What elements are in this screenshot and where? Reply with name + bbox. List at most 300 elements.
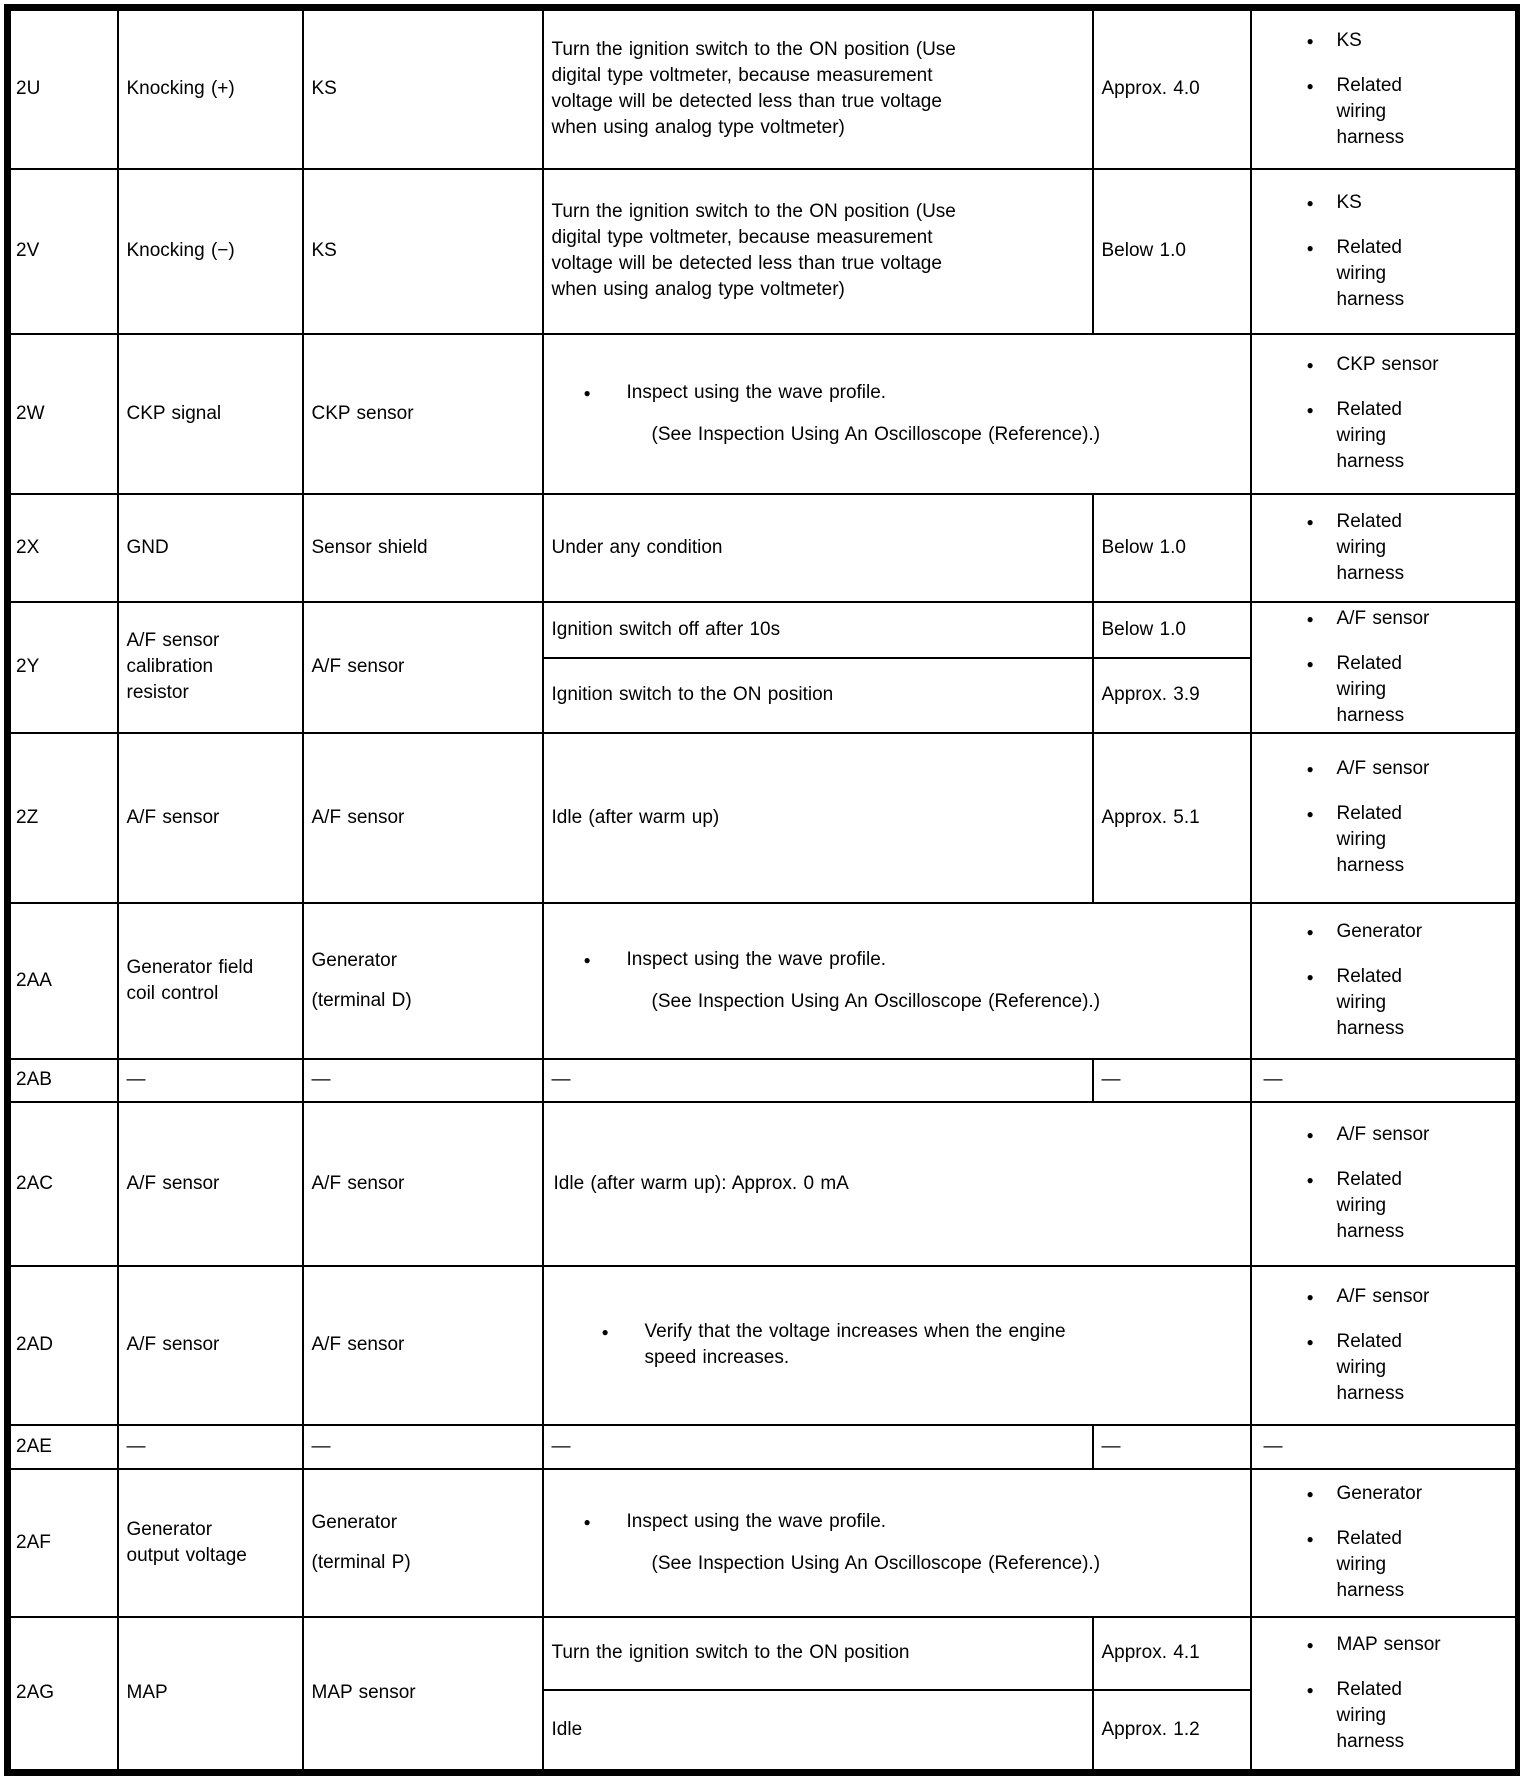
inspection-line: A/F sensor (1336, 1285, 1430, 1307)
signal-line: Generator field (126, 956, 254, 978)
table-row-2AE (8, 1425, 1519, 1469)
terminal-cell (8, 1059, 118, 1102)
signal-line: — (126, 1435, 146, 1457)
inspection-line: harness (1336, 562, 1405, 584)
bullet-icon: ● (1306, 1289, 1314, 1304)
condition-cell (543, 8, 1093, 169)
inspection-item (1307, 509, 1516, 587)
table-row-2AF (8, 1469, 1519, 1617)
connected-line: (terminal P) (311, 1551, 411, 1573)
voltage-value: Approx. 4.1 (1101, 1642, 1200, 1663)
signal-cell (118, 334, 303, 494)
signal-line: A/F sensor (126, 630, 220, 651)
terminal-cell (8, 8, 118, 169)
connected-line: KS (311, 240, 337, 261)
bullet-icon: ● (1306, 925, 1314, 939)
signal-cell (118, 1266, 303, 1425)
inspection-line: CKP sensor (1336, 354, 1439, 375)
inspection-item (1307, 1284, 1516, 1310)
inspection-line: — (1263, 1069, 1283, 1090)
inspection-line: — (1263, 1435, 1283, 1457)
wave-note-text: Inspect using the wave profile. (626, 1510, 887, 1532)
inspection-item (1307, 651, 1516, 729)
inspection-item (1307, 1632, 1516, 1658)
signal-cell (118, 8, 303, 169)
condition-text: Turn the ignition switch to the ON position (Use digital type voltmeter, because measurement voltage will be detected less than true voltage when using analog type voltmeter) (551, 39, 956, 139)
bullet-icon: ● (1306, 656, 1314, 671)
inspection-cell (1251, 1425, 1519, 1469)
inspection-cell (1251, 1617, 1519, 1773)
inspection-line: KS (1336, 191, 1362, 213)
condition-text: Under any condition (551, 536, 723, 558)
inspection-item-lines (1337, 1284, 1430, 1310)
connected-cell (303, 903, 543, 1059)
terminal-code: 2W (16, 402, 45, 424)
connected-cell (303, 8, 543, 169)
connected-cell (303, 1266, 543, 1425)
inspection-line: wiring (1336, 1195, 1387, 1216)
signal-cell (118, 602, 303, 733)
condition-cell (543, 658, 1093, 733)
inspection-list (1252, 352, 1516, 475)
voltage-cell (1093, 8, 1251, 169)
inspection-line: Related (1336, 74, 1402, 96)
terminal-cell (8, 334, 118, 494)
wave-note-line-1 (584, 1509, 1250, 1535)
inspection-cell (1251, 1059, 1519, 1102)
inspection-line: harness (1336, 704, 1405, 726)
inspection-line: Related (1336, 652, 1402, 674)
bullet-icon: ● (601, 1325, 609, 1339)
condition-text: — (551, 1069, 571, 1090)
bullet-icon: ● (1306, 195, 1314, 210)
connected-line: MAP sensor (311, 1682, 416, 1704)
condition-text: Idle (after warm up) (551, 806, 720, 828)
connected-cell (303, 169, 543, 334)
inspection-item-lines (1337, 606, 1430, 632)
inspection-item (1307, 28, 1516, 54)
inspection-line: Related (1336, 1678, 1402, 1700)
inspection-cell (1251, 8, 1519, 169)
voltage-cell (1093, 494, 1251, 602)
condition-cell (543, 1059, 1093, 1102)
inspection-item (1307, 1481, 1516, 1507)
signal-line: MAP (126, 1682, 168, 1704)
inspection-item-lines (1264, 1434, 1283, 1460)
inspection-line: MAP sensor (1336, 1633, 1441, 1655)
signal-cell (118, 903, 303, 1059)
inspection-item-lines (1337, 509, 1405, 587)
inspection-line: harness (1336, 855, 1405, 876)
inspection-line: wiring (1336, 100, 1387, 122)
terminal-cell (8, 903, 118, 1059)
voltage-value: Approx. 3.9 (1101, 684, 1200, 705)
condition-voltage-cell (543, 903, 1251, 1059)
inspection-line: A/F sensor (1336, 758, 1430, 779)
table-row-2X (8, 494, 1519, 602)
inspection-line: Related (1336, 510, 1402, 532)
connected-cell (303, 1617, 543, 1773)
inspection-line: harness (1336, 1382, 1405, 1404)
inspection-item-lines (1337, 190, 1362, 216)
terminal-code: 2AF (16, 1531, 51, 1553)
condition-text: Turn the ignition switch to the ON position (551, 1642, 910, 1663)
wave-note-reference: (See Inspection Using An Oscilloscope (Reference).) (651, 990, 1101, 1012)
voltage-cell (1093, 1059, 1251, 1102)
inspection-item-lines (1337, 801, 1405, 879)
terminal-code: 2Z (16, 806, 39, 828)
connected-line: Sensor shield (311, 536, 428, 558)
inspection-item-lines (1337, 397, 1405, 475)
inspection-cell (1251, 169, 1519, 334)
signal-cell (118, 1059, 303, 1102)
bullet-icon: ● (1306, 1173, 1314, 1187)
inspection-item-lines (1337, 651, 1405, 729)
inspection-line: wiring (1336, 829, 1387, 850)
table-row-2AG-sub1 (8, 1617, 1519, 1690)
signal-cell (118, 1425, 303, 1469)
voltage-value: — (1101, 1069, 1121, 1090)
connected-line: CKP sensor (311, 402, 414, 424)
signal-line: Knocking (−) (126, 240, 235, 261)
inspection-cell (1251, 1469, 1519, 1617)
condition-text: Ignition switch off after 10s (551, 618, 781, 640)
inspection-line: Related (1336, 803, 1402, 824)
connected-line: (terminal D) (311, 989, 412, 1011)
table-row-2AC (8, 1102, 1519, 1266)
table-body (8, 8, 1519, 1773)
inspection-item-lines (1337, 1481, 1423, 1507)
inspection-item (1307, 801, 1516, 879)
terminal-cell (8, 169, 118, 334)
inspection-line: Generator (1336, 921, 1423, 942)
inspection-item-lines (1337, 352, 1439, 378)
inspection-item (1307, 352, 1516, 378)
condition-cell (543, 733, 1093, 903)
inspection-line: harness (1336, 288, 1405, 310)
condition-voltage-cell (543, 1469, 1251, 1617)
voltage-value: Approx. 4.0 (1101, 78, 1200, 100)
inspection-item-lines (1337, 1167, 1405, 1245)
inspection-line: harness (1336, 1580, 1405, 1601)
inspection-line: wiring (1336, 536, 1387, 558)
connected-line: Generator (311, 1511, 398, 1533)
bullet-icon: ● (583, 952, 591, 967)
connected-cell (303, 1102, 543, 1266)
connected-line: Generator (311, 949, 398, 971)
voltage-value: Below 1.0 (1101, 240, 1186, 261)
table-row-2Z (8, 733, 1519, 903)
bullet-icon: ● (1306, 358, 1314, 372)
inspection-line: Related (1336, 399, 1402, 420)
voltage-cell (1093, 602, 1251, 658)
signal-line: calibration (126, 656, 214, 677)
signal-cell (118, 733, 303, 903)
bullet-icon: ● (1306, 78, 1314, 93)
inspection-list (1252, 509, 1516, 587)
table-row-2U (8, 8, 1519, 169)
wave-profile-note (544, 947, 1250, 1015)
connected-cell (303, 1059, 543, 1102)
bullet-icon: ● (1306, 403, 1314, 417)
inspection-line: wiring (1336, 1356, 1387, 1378)
inspection-item (1307, 919, 1516, 945)
signal-cell (118, 1102, 303, 1266)
connected-line: KS (311, 78, 337, 100)
bullet-icon: ● (1306, 1682, 1314, 1697)
signal-cell (118, 169, 303, 334)
signal-line: Knocking (+) (126, 78, 235, 100)
inspection-list (1252, 606, 1516, 729)
inspection-list (1252, 190, 1516, 313)
wave-note-reference: (See Inspection Using An Oscilloscope (Reference).) (651, 1552, 1101, 1574)
terminal-cell (8, 1617, 118, 1773)
inspection-line: harness (1336, 126, 1405, 148)
connected-cell (303, 334, 543, 494)
inspection-cell (1251, 903, 1519, 1059)
voltage-value: Approx. 5.1 (1101, 806, 1200, 828)
inspection-line: Related (1336, 1528, 1402, 1549)
condition-cell (543, 1690, 1093, 1773)
inspection-line: Related (1336, 966, 1402, 987)
bullet-icon: ● (1306, 1334, 1314, 1349)
signal-line: A/F sensor (126, 1334, 220, 1355)
voltage-cell (1093, 658, 1251, 733)
inspection-item (1307, 606, 1516, 632)
inspection-item (1307, 235, 1516, 313)
terminal-cell (8, 1425, 118, 1469)
connected-line: A/F sensor (311, 806, 405, 828)
signal-line: output voltage (126, 1544, 247, 1566)
signal-cell (118, 1469, 303, 1617)
bullet-icon: ● (1306, 1128, 1314, 1142)
inspection-item-lines (1337, 919, 1423, 945)
inspection-line: wiring (1336, 678, 1387, 700)
bullet-icon: ● (583, 385, 591, 400)
connected-line: A/F sensor (311, 1334, 405, 1355)
inspection-item (1307, 397, 1516, 475)
signal-cell (118, 494, 303, 602)
inspection-list (1252, 28, 1516, 151)
condition-text: Idle (after warm up): Approx. 0 mA (553, 1172, 849, 1194)
condition-text: Ignition switch to the ON position (551, 684, 834, 705)
inspection-cell (1251, 1102, 1519, 1266)
inspection-list (1252, 1067, 1516, 1093)
terminal-code: 2AD (16, 1334, 53, 1355)
verify-note (544, 1319, 1250, 1371)
inspection-item (1307, 964, 1516, 1042)
inspection-cell (1251, 1266, 1519, 1425)
signal-line: CKP signal (126, 402, 222, 424)
terminal-cell (8, 494, 118, 602)
inspection-item-lines (1337, 1632, 1441, 1658)
signal-line: — (126, 1069, 146, 1090)
voltage-value: Below 1.0 (1101, 618, 1186, 640)
bullet-icon: ● (1306, 240, 1314, 255)
condition-cell (543, 1617, 1093, 1690)
condition-voltage-cell (543, 1266, 1251, 1425)
connected-cell (303, 1469, 543, 1617)
condition-voltage-cell (543, 334, 1251, 494)
condition-cell (543, 602, 1093, 658)
signal-line: resistor (126, 682, 189, 703)
signal-line: coil control (126, 982, 219, 1004)
bullet-icon: ● (1306, 1487, 1314, 1501)
inspection-list (1252, 1632, 1516, 1755)
inspection-line: Generator (1336, 1483, 1423, 1504)
inspection-item (1264, 1434, 1516, 1460)
wave-note-reference: (See Inspection Using An Oscilloscope (Reference).) (651, 423, 1101, 445)
voltage-cell (1093, 1617, 1251, 1690)
condition-text: — (551, 1435, 571, 1457)
table-row-2AD (8, 1266, 1519, 1425)
inspection-cell (1251, 602, 1519, 733)
inspection-list (1252, 1122, 1516, 1245)
inspection-line: Related (1336, 1169, 1402, 1190)
inspection-line: wiring (1336, 1554, 1387, 1575)
bullet-icon: ● (1306, 33, 1314, 48)
signal-line: A/F sensor (126, 1172, 220, 1194)
inspection-item-lines (1337, 28, 1362, 54)
inspection-cell (1251, 334, 1519, 494)
verify-text: Verify that the voltage increases when the engine speed increases. (644, 1321, 1066, 1368)
inspection-item-lines (1337, 1122, 1430, 1148)
condition-cell (543, 1425, 1093, 1469)
inspection-list (1252, 919, 1516, 1042)
terminal-code: 2AG (16, 1682, 55, 1704)
wave-note-line-1 (584, 947, 1250, 973)
inspection-line: harness (1336, 1018, 1405, 1039)
terminal-cell (8, 1266, 118, 1425)
table-row-2W (8, 334, 1519, 494)
connected-line: A/F sensor (311, 1172, 405, 1194)
voltage-value: Approx. 1.2 (1101, 1718, 1200, 1740)
bullet-icon: ● (1306, 762, 1314, 776)
inspection-line: Related (1336, 236, 1402, 258)
condition-text: Idle (551, 1718, 583, 1740)
terminal-code: 2AA (16, 969, 52, 991)
terminal-cell (8, 1469, 118, 1617)
inspection-item (1307, 190, 1516, 216)
connected-line: — (311, 1069, 331, 1090)
connected-line: — (311, 1435, 331, 1457)
inspection-line: harness (1336, 1730, 1405, 1752)
terminal-cell (8, 602, 118, 733)
inspection-item-lines (1337, 964, 1405, 1042)
bullet-icon: ● (1306, 1637, 1314, 1652)
table-row-2Y-sub1 (8, 602, 1519, 658)
wave-profile-note (544, 1509, 1250, 1577)
bullet-icon: ● (583, 1514, 591, 1529)
wave-profile-note (544, 380, 1250, 448)
connected-cell (303, 494, 543, 602)
voltage-value: Below 1.0 (1101, 536, 1186, 558)
terminal-code: 2X (16, 536, 40, 558)
terminal-cell (8, 733, 118, 903)
voltage-cell (1093, 733, 1251, 903)
terminal-code: 2AC (16, 1172, 53, 1194)
voltage-value: — (1101, 1435, 1121, 1457)
inspection-item-lines (1337, 1677, 1405, 1755)
table-row-2AB (8, 1059, 1519, 1102)
inspection-line: harness (1336, 1221, 1405, 1242)
inspection-item (1307, 1122, 1516, 1148)
inspection-line: A/F sensor (1336, 607, 1430, 629)
connected-cell (303, 1425, 543, 1469)
inspection-item (1264, 1067, 1516, 1093)
connected-cell (303, 733, 543, 903)
inspection-line: A/F sensor (1336, 1124, 1430, 1145)
voltage-cell (1093, 1690, 1251, 1773)
voltage-cell (1093, 169, 1251, 334)
terminal-code: 2U (16, 78, 41, 100)
inspection-item (1307, 73, 1516, 151)
inspection-line: harness (1336, 451, 1405, 472)
terminal-code: 2AB (16, 1069, 52, 1090)
inspection-item (1307, 1526, 1516, 1604)
bullet-icon: ● (1306, 807, 1314, 821)
table-row-2AA (8, 903, 1519, 1059)
inspection-item-lines (1337, 235, 1405, 313)
inspection-item-lines (1337, 756, 1430, 782)
terminal-code: 2V (16, 240, 40, 261)
bullet-icon: ● (1306, 611, 1314, 626)
signal-line: A/F sensor (126, 806, 220, 828)
inspection-item-lines (1337, 1329, 1405, 1407)
inspection-item (1307, 1167, 1516, 1245)
voltage-cell (1093, 1425, 1251, 1469)
wave-note-text: Inspect using the wave profile. (626, 381, 887, 403)
inspection-item (1307, 756, 1516, 782)
inspection-line: Related (1336, 1330, 1402, 1352)
inspection-item-lines (1264, 1067, 1283, 1093)
inspection-cell (1251, 733, 1519, 903)
terminal-code: 2AE (16, 1435, 52, 1457)
inspection-line: wiring (1336, 1704, 1387, 1726)
inspection-cell (1251, 494, 1519, 602)
connected-cell (303, 602, 543, 733)
terminal-voltage-table (4, 4, 1520, 1776)
inspection-line: KS (1336, 29, 1362, 51)
inspection-line: wiring (1336, 262, 1387, 284)
signal-line: Generator (126, 1518, 213, 1540)
table-row-2V (8, 169, 1519, 334)
terminal-code: 2Y (16, 656, 40, 677)
inspection-item (1307, 1677, 1516, 1755)
connected-line: A/F sensor (311, 656, 405, 677)
condition-text: Turn the ignition switch to the ON position (Use digital type voltmeter, because measurement voltage will be detected less than true voltage when using analog type voltmeter) (551, 201, 956, 300)
condition-cell (543, 494, 1093, 602)
inspection-list (1252, 756, 1516, 879)
signal-line: GND (126, 536, 169, 558)
inspection-item (1307, 1329, 1516, 1407)
condition-cell (543, 169, 1093, 334)
bullet-icon: ● (1306, 970, 1314, 984)
condition-voltage-cell (543, 1102, 1251, 1266)
bullet-icon: ● (1306, 1532, 1314, 1546)
inspection-line: wiring (1336, 992, 1387, 1013)
inspection-item-lines (1337, 73, 1405, 151)
inspection-list (1252, 1481, 1516, 1604)
inspection-line: wiring (1336, 425, 1387, 446)
terminal-cell (8, 1102, 118, 1266)
inspection-list (1252, 1434, 1516, 1460)
inspection-item-lines (1337, 1526, 1405, 1604)
inspection-list (1252, 1284, 1516, 1407)
bullet-icon: ● (1306, 514, 1314, 529)
wave-note-text: Inspect using the wave profile. (626, 948, 887, 970)
signal-cell (118, 1617, 303, 1773)
